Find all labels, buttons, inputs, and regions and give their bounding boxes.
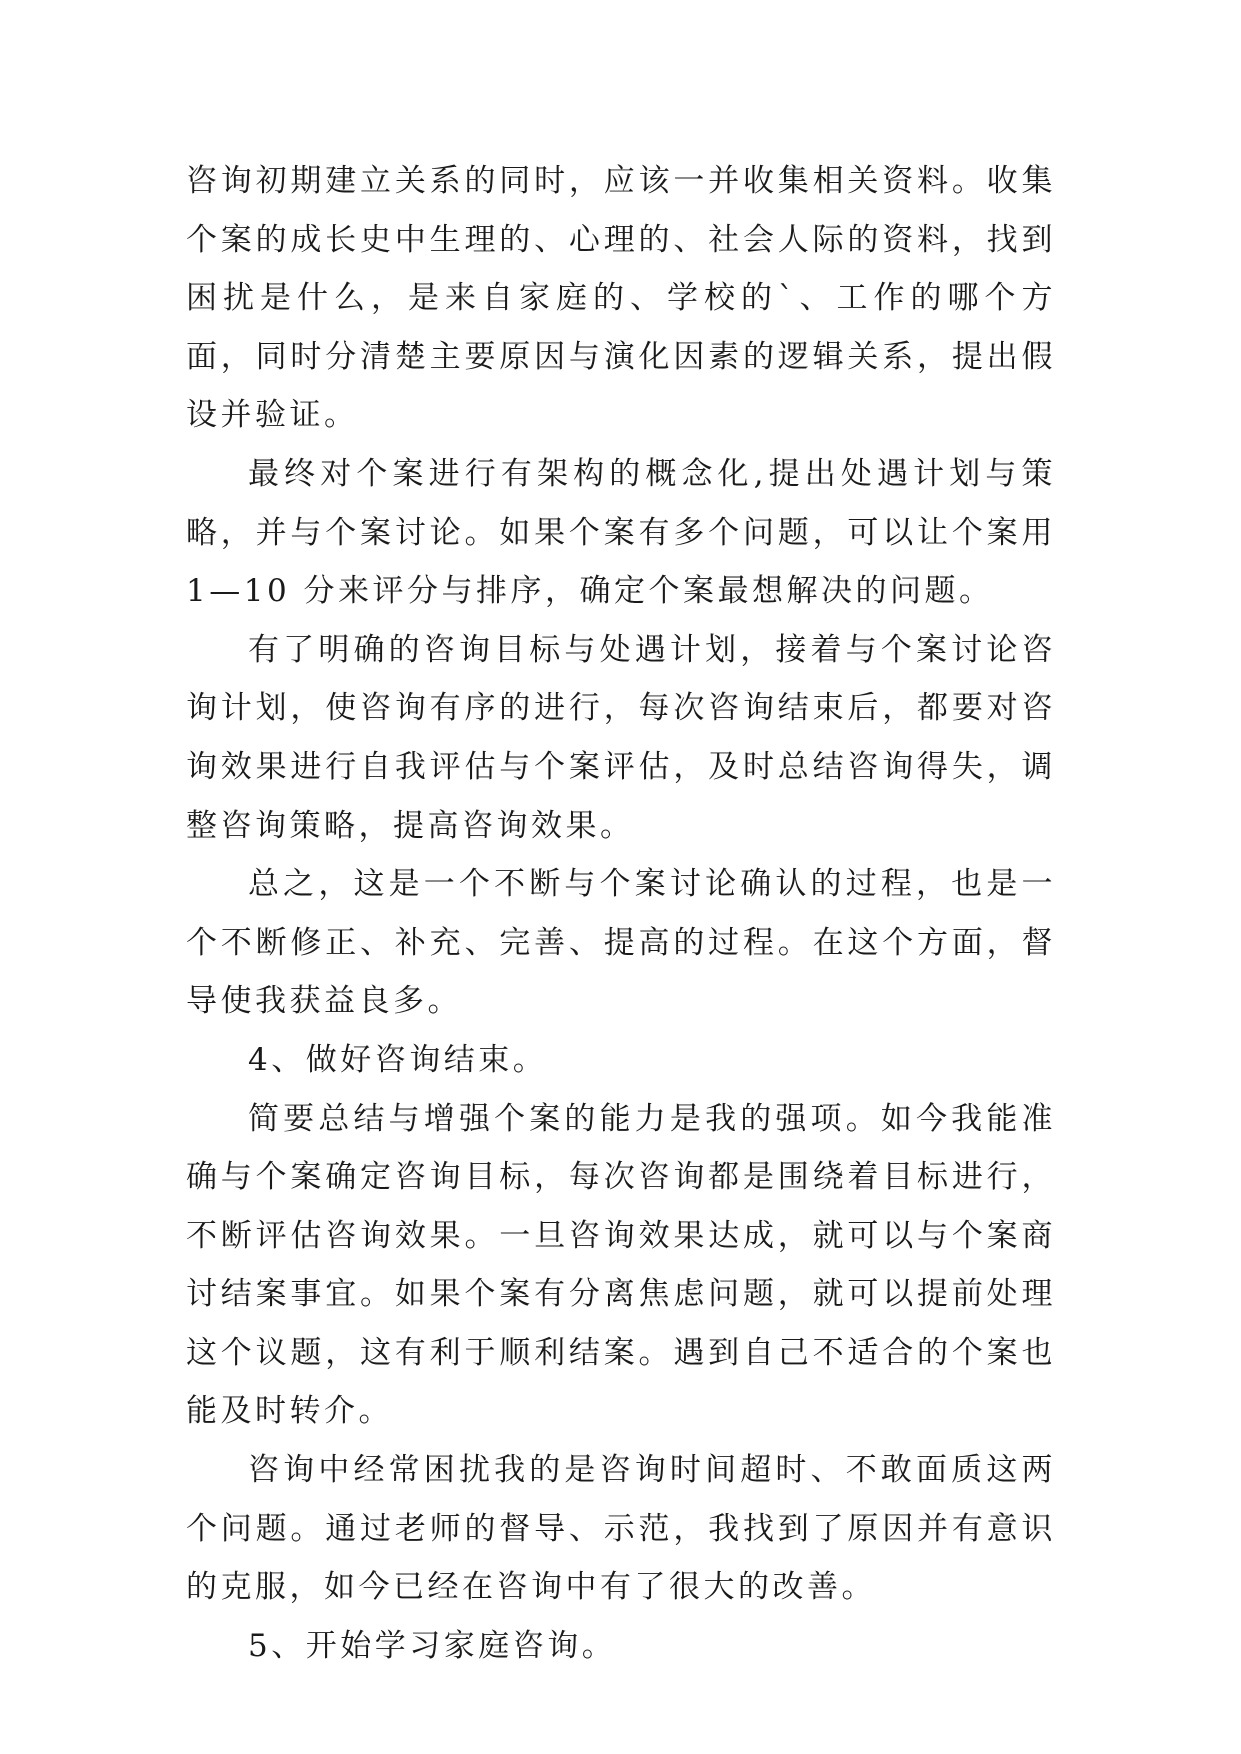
section-heading-5: 5、开始学习家庭咨询。: [248, 1627, 617, 1664]
section-heading-4: 4、做好咨询结束。: [248, 1041, 548, 1078]
paragraph-3: 有了明确的咨询目标与处遇计划，接着与个案讨论咨询计划，使咨询有序的进行，每次咨询结束后，都要对咨询效果进行自我评估与个案评估，及时总结咨询得失，调整咨询策略，提高咨询效果。: [186, 631, 1056, 844]
paragraph-1: 咨询初期建立关系的同时，应该一并收集相关资料。收集个案的成长史中生理的、心理的、社会人际的资料，找到困扰是什么，是来自家庭的、学校的`、工作的哪个方面，同时分清楚主要原因与演化因素的逻辑关系，提出假设并验证。: [186, 163, 1056, 434]
paragraph-4: 总之，这是一个不断与个案讨论确认的过程，也是一个不断修正、补充、完善、提高的过程。在这个方面，督导使我获益良多。: [186, 866, 1056, 1020]
paragraph-5: 简要总结与增强个案的能力是我的强项。如今我能准确与个案确定咨询目标，每次咨询都是围绕着目标进行，不断评估咨询效果。一旦咨询效果达成，就可以与个案商讨结案事宜。如果个案有分离焦虑问题，就可以提前处理这个议题，这有利于顺利结案。遇到自己不适合的个案也能及时转介。: [186, 1100, 1056, 1430]
body-text: [186, 152, 1056, 1675]
paragraph-6: 咨询中经常困扰我的是咨询时间超时、不敢面质这两个问题。通过老师的督导、示范，我找到了原因并有意识的克服，如今已经在咨询中有了很大的改善。: [186, 1452, 1056, 1606]
paragraph-2: 最终对个案进行有架构的概念化,提出处遇计划与策略，并与个案讨论。如果个案有多个问题，可以让个案用 1—10 分来评分与排序，确定个案最想解决的问题。: [186, 455, 1056, 610]
